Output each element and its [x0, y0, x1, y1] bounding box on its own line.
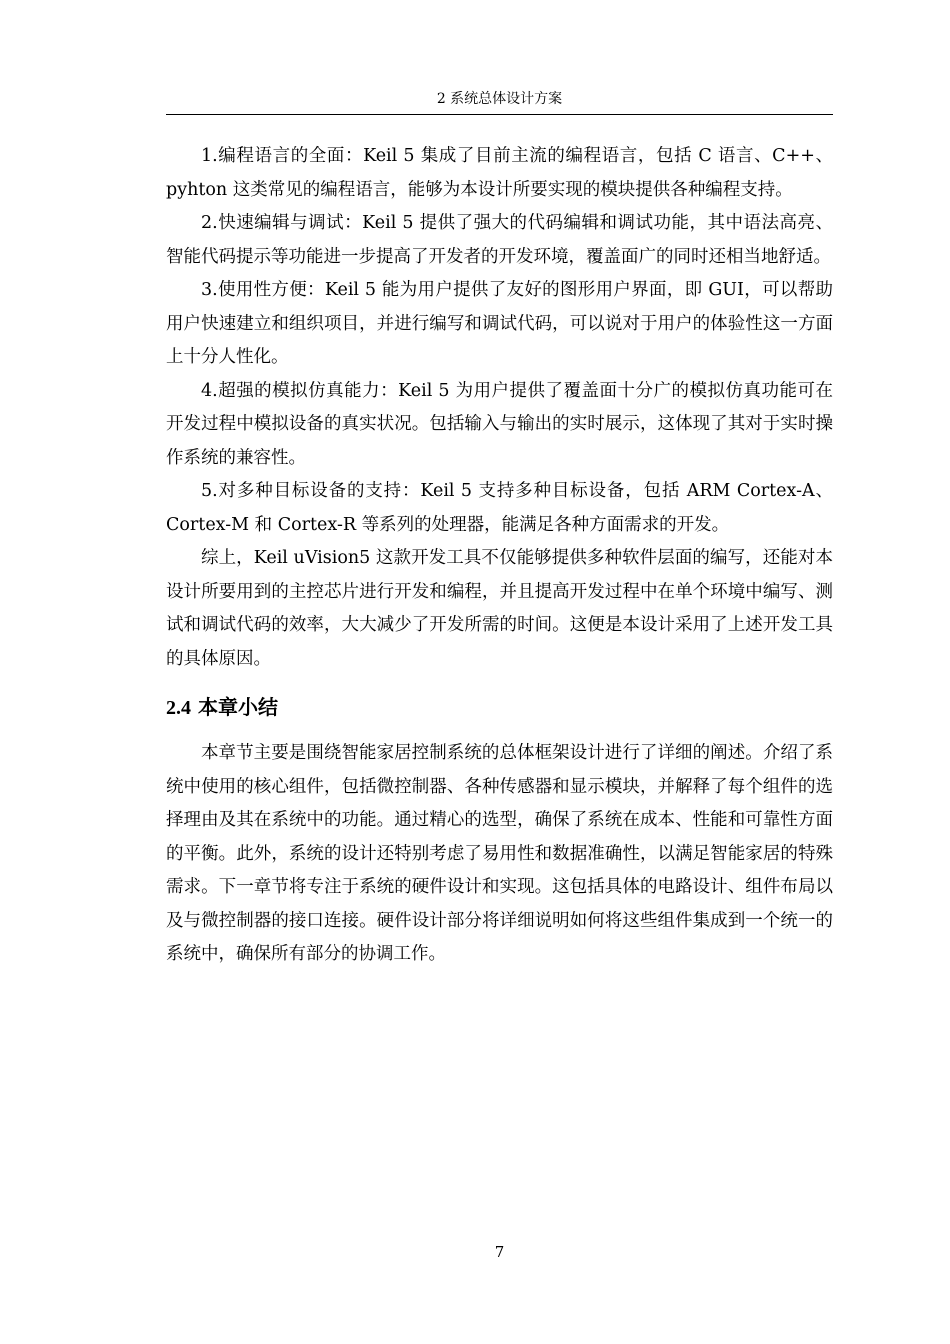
page-number: 7 — [494, 1243, 505, 1261]
running-header: 2 系统总体设计方案 — [436, 91, 563, 107]
paragraph-feature-3: 3.使用性方便：Keil 5 能为用户提供了友好的图形用户界面，即 GUI，可以帮助用户快速建立和组织项目，并进行编写和调试代码，可以说对于用户的体验性这一方面上十分人性化。 — [166, 280, 833, 367]
section-heading — [166, 690, 833, 725]
paragraph-feature-2: 2.快速编辑与调试：Keil 5 提供了强大的代码编辑和调试功能，其中语法高亮、智能代码提示等功能进一步提高了开发者的开发环境，覆盖面广的同时还相当地舒适。 — [166, 213, 833, 267]
page-body — [166, 140, 833, 972]
paragraph-feature-1: 1.编程语言的全面：Keil 5 集成了目前主流的编程语言，包括 C 语言、C++、pyhton 这类常见的编程语言，能够为本设计所要实现的模块提供各种编程支持。 — [166, 146, 833, 200]
header-rule — [166, 114, 833, 115]
paragraph-conclusion: 综上，Keil uVision5 这款开发工具不仅能够提供多种软件层面的编写，还能对本设计所要用到的主控芯片进行开发和编程，并且提高开发过程中在单个环境中编写、测试和调试代码的效率，大大减少了开发所需的时间。这便是本设计采用了上述开发工具的具体原因。 — [166, 548, 833, 669]
paragraph-summary: 本章节主要是围绕智能家居控制系统的总体框架设计进行了详细的阐述。介绍了系统中使用的核心组件，包括微控制器、各种传感器和显示模块，并解释了每个组件的选择理由及其在系统中的功能。通过精心的选型，确保了系统在成本、性能和可靠性方面的平衡。此外，系统的设计还特别考虑了易用性和数据准确性，以满足智能家居的特殊需求。下一章节将专注于系统的硬件设计和实现。这包括具体的电路设计、组件布局以及与微控制器的接口连接。硬件设计部分将详细说明如何将这些组件集成到一个统一的系统中，确保所有部分的协调工作。 — [166, 743, 833, 964]
paragraph-feature-5: 5.对多种目标设备的支持：Keil 5 支持多种目标设备，包括 ARM Cortex-A、Cortex-M 和 Cortex-R 等系列的处理器，能满足各种方面需求的开发。 — [166, 481, 833, 535]
section-number: 2.4 — [166, 697, 191, 719]
section-title: 本章小结 — [197, 695, 278, 719]
paragraph-feature-4: 4.超强的模拟仿真能力：Keil 5 为用户提供了覆盖面十分广的模拟仿真功能可在开发过程中模拟设备的真实状况。包括输入与输出的实时展示，这体现了其对于实时操作系统的兼容性。 — [166, 380, 833, 468]
